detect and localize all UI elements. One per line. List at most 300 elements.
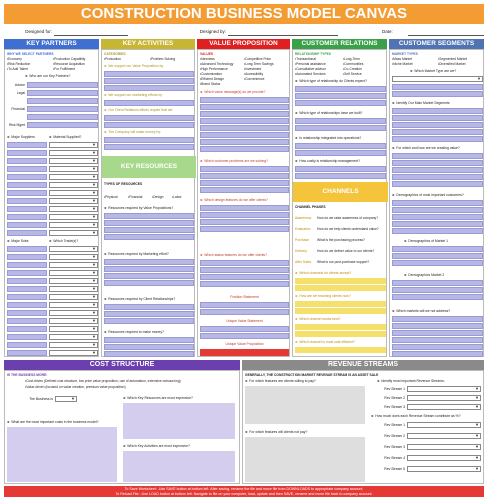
partner-reason: •Production Capability bbox=[53, 57, 86, 61]
phase-name: Purchase bbox=[295, 238, 309, 242]
relations-input[interactable] bbox=[295, 143, 386, 149]
resources-types: TYPES OF RESOURCES bbox=[104, 182, 143, 186]
unique-value-statement-input[interactable] bbox=[200, 333, 289, 339]
revenue-note: GENERALLY, THE CONSTRUCTION MARKET REVENUE STREAM IS AN ASSET SALE bbox=[245, 373, 379, 377]
resource-input[interactable] bbox=[104, 220, 194, 226]
value-input[interactable] bbox=[200, 281, 289, 287]
segment-input[interactable] bbox=[392, 246, 483, 252]
segment-input[interactable] bbox=[392, 294, 483, 300]
market-type: •Niche Market bbox=[392, 62, 413, 66]
segment-input[interactable] bbox=[392, 330, 483, 336]
resource-type: •Financial bbox=[128, 195, 143, 199]
value-input[interactable] bbox=[200, 132, 289, 138]
value-item: •Advanced Technology bbox=[200, 62, 234, 66]
revenue-question: ► For which features will clients not pay? bbox=[245, 429, 365, 436]
value-input[interactable] bbox=[200, 219, 289, 225]
channel-input[interactable] bbox=[295, 324, 386, 330]
segment-input[interactable] bbox=[392, 351, 483, 357]
value-item: •Long-Term Savings bbox=[244, 62, 274, 66]
segment-input[interactable] bbox=[392, 200, 483, 206]
segment-input[interactable] bbox=[392, 344, 483, 350]
value-input[interactable] bbox=[200, 166, 289, 172]
cost-option: •Cost-driven (Defined cost structure, low price value proposition, use of automation, extensive outsourcing) bbox=[25, 379, 181, 383]
segment-input[interactable] bbox=[392, 174, 483, 180]
partner-row-label: Financial bbox=[11, 107, 25, 111]
sub-input[interactable] bbox=[7, 310, 47, 316]
segment-input[interactable] bbox=[392, 115, 483, 121]
trade-dropdown[interactable] bbox=[49, 302, 98, 308]
segment-input[interactable] bbox=[392, 84, 483, 90]
revenue-question: ► Identify most important Revenue Streams: bbox=[377, 378, 481, 385]
willing-pay-input[interactable] bbox=[245, 386, 365, 424]
supplier-input[interactable] bbox=[7, 166, 47, 172]
activity-input[interactable] bbox=[104, 137, 194, 143]
activity-input[interactable] bbox=[104, 71, 194, 77]
phase-name: Evaluation bbox=[295, 227, 311, 231]
trade-dropdown[interactable] bbox=[49, 262, 98, 268]
supplier-input[interactable] bbox=[7, 174, 47, 180]
channel-input[interactable] bbox=[295, 285, 386, 291]
rev-stream-dropdown[interactable] bbox=[407, 444, 481, 450]
segment-input[interactable] bbox=[392, 160, 483, 166]
resource-type: •Labor bbox=[172, 195, 182, 199]
key-partners-column bbox=[4, 49, 99, 357]
market-type: •Diversified Market bbox=[438, 62, 466, 66]
cost-question: ► Which Key Activities are most expensive? bbox=[123, 443, 235, 450]
footer-load-text: To Reload File: -Use LOAD button at bottom left. Navigate to file on your computer, load, update and then SAVE, rename and move file back to company account. bbox=[115, 491, 373, 496]
trade-dropdown[interactable] bbox=[49, 254, 98, 260]
supplier-input[interactable] bbox=[7, 222, 47, 228]
channels-question: ► Which channel is most cost efficient? bbox=[295, 339, 386, 346]
cost-question: ► What are the most important costs in the business model? bbox=[7, 419, 117, 426]
value-item: •Efficient Design bbox=[200, 77, 225, 81]
partner-input[interactable] bbox=[27, 114, 98, 120]
segments-question: ► Which markets will we not address? bbox=[392, 308, 483, 315]
trade-dropdown[interactable] bbox=[49, 246, 98, 252]
partner-row-label: Advice bbox=[14, 83, 25, 87]
resource-input[interactable] bbox=[104, 227, 194, 233]
activity-input[interactable] bbox=[104, 115, 194, 121]
segment-input[interactable] bbox=[392, 108, 483, 114]
cost-structure-panel bbox=[4, 370, 240, 484]
revenue-streams-panel bbox=[242, 370, 484, 484]
value-item: •Customization bbox=[200, 72, 223, 76]
customer-relations-header: CUSTOMER RELATIONS bbox=[292, 39, 387, 49]
resources-cost-input[interactable] bbox=[123, 403, 235, 439]
material-dropdown[interactable] bbox=[49, 182, 98, 188]
designed-by-field[interactable] bbox=[228, 35, 338, 36]
date-field[interactable] bbox=[408, 35, 484, 36]
phase-question: What is the purchasing process? bbox=[317, 238, 365, 242]
unique-value-statement-input[interactable] bbox=[200, 326, 289, 332]
activities-question: ► Our Client Relations efforts require that we: bbox=[104, 107, 194, 114]
value-item: •Competitive Price bbox=[244, 57, 271, 61]
partners-question: ► Who are our Key Partners? bbox=[25, 73, 97, 80]
segment-input[interactable] bbox=[392, 207, 483, 213]
rev-stream-dropdown[interactable] bbox=[407, 433, 481, 439]
rev-stream-label: Rev Stream 3 bbox=[384, 405, 405, 409]
customer-segments-header: CUSTOMER SEGMENTS bbox=[389, 39, 484, 49]
material-dropdown[interactable] bbox=[49, 222, 98, 228]
partner-reason: •Risk Reduction bbox=[7, 62, 31, 66]
segment-input[interactable] bbox=[392, 181, 483, 187]
resource-input[interactable] bbox=[104, 311, 194, 317]
segment-input[interactable] bbox=[392, 167, 483, 173]
phase-question: How do we help clients understand value? bbox=[317, 227, 379, 231]
trade-dropdown[interactable] bbox=[49, 334, 98, 340]
partner-reason: •Economy bbox=[7, 57, 22, 61]
resource-type: •Design bbox=[152, 195, 164, 199]
market-type: •Mass Market bbox=[392, 57, 413, 61]
partner-input[interactable] bbox=[27, 98, 98, 104]
sub-input[interactable] bbox=[7, 342, 47, 348]
value-question: ► Which status features do we offer clients? bbox=[200, 252, 289, 259]
segment-input[interactable] bbox=[392, 136, 483, 142]
partner-input[interactable] bbox=[27, 90, 98, 96]
material-dropdown[interactable] bbox=[49, 166, 98, 172]
segment-input[interactable] bbox=[392, 316, 483, 322]
trade-dropdown[interactable] bbox=[49, 278, 98, 284]
trade-dropdown[interactable] bbox=[49, 310, 98, 316]
revenue-question: ► For which features are clients willing to pay? bbox=[245, 378, 365, 385]
channel-input[interactable] bbox=[295, 331, 386, 337]
sub-input[interactable] bbox=[7, 350, 47, 356]
supplier-input[interactable] bbox=[7, 230, 47, 236]
relationship-type: •Co-Creation bbox=[343, 67, 362, 71]
unique-value-proposition-label: Unique Value Proposition bbox=[200, 341, 289, 348]
activity-category: •Problem Solving bbox=[150, 57, 176, 61]
supplier-input[interactable] bbox=[7, 150, 47, 156]
relations-input[interactable] bbox=[295, 118, 386, 124]
sub-input[interactable] bbox=[7, 270, 47, 276]
channels-question: ► Which channels do clients accept? bbox=[295, 270, 386, 277]
sub-input[interactable] bbox=[7, 262, 47, 268]
designed-for-field[interactable] bbox=[54, 35, 128, 36]
position-statement-input[interactable] bbox=[200, 309, 289, 315]
activity-input[interactable] bbox=[104, 122, 194, 128]
relations-input[interactable] bbox=[295, 100, 386, 106]
partner-reason: •For Fulfillment bbox=[53, 67, 76, 71]
designed-for-label: Designed for: bbox=[25, 29, 52, 34]
segment-input[interactable] bbox=[392, 221, 483, 227]
phase-name: Delivery bbox=[295, 249, 307, 253]
supplier-input[interactable] bbox=[7, 158, 47, 164]
resource-input[interactable] bbox=[104, 304, 194, 310]
relations-input[interactable] bbox=[295, 93, 386, 99]
phase-question: How do we raise awareness of company? bbox=[317, 216, 379, 220]
relations-question: ► Which type of relationships have we built? bbox=[295, 110, 386, 117]
supplier-input[interactable] bbox=[7, 214, 47, 220]
resources-question: ► Resources required by Marketing effort? bbox=[104, 251, 194, 258]
value-item: •High Performance bbox=[200, 67, 228, 71]
supplier-input[interactable] bbox=[7, 182, 47, 188]
relationship-type: •Personal assistance bbox=[295, 62, 326, 66]
segment-input[interactable] bbox=[392, 153, 483, 159]
sub-input[interactable] bbox=[7, 286, 47, 292]
activity-input[interactable] bbox=[104, 78, 194, 84]
channel-input[interactable] bbox=[295, 347, 386, 353]
relations-input[interactable] bbox=[295, 166, 386, 172]
segments-question: ► Demographics of most important customers? bbox=[392, 192, 483, 199]
not-pay-input[interactable] bbox=[245, 437, 365, 482]
segment-input[interactable] bbox=[392, 214, 483, 220]
resource-input[interactable] bbox=[104, 337, 194, 343]
rev-stream-dropdown[interactable] bbox=[407, 455, 481, 461]
sub-input[interactable] bbox=[7, 278, 47, 284]
segment-input[interactable] bbox=[392, 337, 483, 343]
value-item: •Newness bbox=[200, 57, 215, 61]
activity-input[interactable] bbox=[104, 100, 194, 106]
material-dropdown[interactable] bbox=[49, 150, 98, 156]
relationship-type: •Transactional bbox=[295, 57, 316, 61]
partner-row-label: Risk Mgmt bbox=[8, 123, 25, 127]
partner-reason: •Resource Acquisition bbox=[53, 62, 85, 66]
page-title: CONSTRUCTION BUSINESS MODEL CANVAS bbox=[4, 4, 484, 24]
key-partners-header: KEY PARTNERS bbox=[4, 39, 99, 49]
relations-question: ► How costly is relationship management? bbox=[295, 158, 386, 165]
material-dropdown[interactable] bbox=[49, 158, 98, 164]
value-input[interactable] bbox=[200, 226, 289, 232]
value-input[interactable] bbox=[200, 125, 289, 131]
resource-input[interactable] bbox=[104, 213, 194, 219]
partner-row-label: Legal bbox=[16, 91, 25, 95]
business-is-heading: IS THE BUSINESS MORE: bbox=[7, 373, 48, 377]
value-input[interactable] bbox=[200, 111, 289, 117]
revenue-question: ► How much does each Revenue Stream contribute as %? bbox=[371, 413, 481, 420]
sub-input[interactable] bbox=[7, 302, 47, 308]
relations-question: ► Is relationship integrated into operations? bbox=[295, 135, 386, 142]
footer-instructions bbox=[4, 486, 484, 497]
unique-value-proposition-input[interactable] bbox=[200, 349, 289, 356]
trade-question: ► Which Trade(s)? bbox=[49, 238, 98, 245]
relationship-type: •Self Service bbox=[343, 72, 362, 76]
activity-input[interactable] bbox=[104, 144, 194, 150]
value-input[interactable] bbox=[200, 139, 289, 145]
segments-question: ► Demographics of Market 1 bbox=[404, 238, 483, 245]
business-type-dropdown[interactable] bbox=[55, 396, 77, 402]
key-activities-header: KEY ACTIVITIES bbox=[101, 39, 195, 49]
sub-input[interactable] bbox=[7, 318, 47, 324]
supplied-question: ► Material Supplied? bbox=[49, 134, 98, 141]
costs-input[interactable] bbox=[7, 427, 117, 482]
designed-by-label: Designed by: bbox=[199, 29, 226, 34]
revenue-streams-header: REVENUE STREAMS bbox=[242, 360, 484, 370]
supplier-input[interactable] bbox=[7, 190, 47, 196]
resource-input[interactable] bbox=[104, 234, 194, 240]
activity-input[interactable] bbox=[104, 85, 194, 91]
relations-input[interactable] bbox=[295, 173, 386, 179]
rev-stream-dropdown[interactable] bbox=[407, 404, 481, 410]
segment-input[interactable] bbox=[392, 91, 483, 97]
channel-input[interactable] bbox=[295, 308, 386, 314]
material-dropdown[interactable] bbox=[49, 206, 98, 212]
resource-input[interactable] bbox=[104, 266, 194, 272]
channel-phases: CHANNEL PHASES bbox=[295, 205, 326, 209]
rev-stream-label: Rev Stream 1 bbox=[384, 423, 405, 427]
trade-dropdown[interactable] bbox=[49, 294, 98, 300]
value-item: •Investment bbox=[244, 67, 262, 71]
customer-segments-column bbox=[389, 49, 484, 357]
channel-input[interactable] bbox=[295, 278, 386, 284]
value-input[interactable] bbox=[200, 104, 289, 110]
customer-relations-column bbox=[292, 49, 387, 357]
sub-input[interactable] bbox=[7, 326, 47, 332]
partner-input[interactable] bbox=[27, 106, 98, 112]
channels-header: CHANNELS bbox=[293, 182, 388, 202]
resource-input[interactable] bbox=[104, 280, 194, 286]
partners-why-heading: WHY WE SELECT PARTNERS bbox=[7, 52, 54, 56]
cost-structure-header: COST STRUCTURE bbox=[4, 360, 240, 370]
trade-dropdown[interactable] bbox=[49, 286, 98, 292]
phase-question: How do we deliver value to our clients? bbox=[317, 249, 375, 253]
key-activities-column bbox=[101, 49, 195, 357]
relations-input[interactable] bbox=[295, 125, 386, 131]
partner-input[interactable] bbox=[27, 122, 98, 128]
value-input[interactable] bbox=[200, 187, 289, 193]
market-types-heading: MARKET TYPES bbox=[392, 52, 418, 56]
activities-question: ► The Company will make money by: bbox=[104, 129, 194, 136]
resources-question: ► Resources required by Value Propositions? bbox=[104, 205, 194, 212]
resource-input[interactable] bbox=[104, 351, 194, 357]
trade-dropdown[interactable] bbox=[49, 350, 98, 356]
relationship-types-heading: RELATIONSHIP TYPES bbox=[295, 52, 331, 56]
material-dropdown[interactable] bbox=[49, 142, 98, 148]
phase-question: What is our post-purchase support? bbox=[317, 260, 370, 264]
supplier-input[interactable] bbox=[7, 142, 47, 148]
relations-question: ► Which type of relationship do Clients expect? bbox=[295, 78, 386, 85]
partner-reason: •To Add Talent bbox=[7, 67, 28, 71]
supplier-input[interactable] bbox=[7, 206, 47, 212]
segments-question: ► Demographics Market 2 bbox=[404, 272, 483, 279]
value-proposition-column bbox=[197, 49, 290, 357]
sub-input[interactable] bbox=[7, 334, 47, 340]
resources-question: ► Resources required to make money? bbox=[104, 329, 194, 336]
trade-dropdown[interactable] bbox=[49, 342, 98, 348]
relationship-type: •Communities bbox=[343, 62, 364, 66]
activities-question: ► We support our Value Proposition by bbox=[104, 63, 194, 70]
value-proposition-header: VALUE PROPOSITION bbox=[197, 39, 290, 49]
material-dropdown[interactable] bbox=[49, 214, 98, 220]
segment-input[interactable] bbox=[392, 287, 483, 293]
segment-input[interactable] bbox=[392, 253, 483, 259]
value-input[interactable] bbox=[200, 205, 289, 211]
segment-input[interactable] bbox=[392, 323, 483, 329]
value-input[interactable] bbox=[200, 97, 289, 103]
supplier-input[interactable] bbox=[7, 198, 47, 204]
value-question: ► Which customer problems are we solving? bbox=[200, 158, 289, 165]
market-type-dropdown[interactable] bbox=[392, 76, 483, 82]
partner-input[interactable] bbox=[27, 82, 98, 88]
segment-input[interactable] bbox=[392, 228, 483, 234]
cost-question: ► Which Key Resources are most expensive? bbox=[123, 395, 235, 402]
sub-input[interactable] bbox=[7, 246, 47, 252]
relationship-type: •Consultative advisor bbox=[295, 67, 326, 71]
segment-input[interactable] bbox=[392, 260, 483, 266]
date-label: Date: bbox=[382, 29, 393, 34]
relationship-type: •Automated Services bbox=[295, 72, 326, 76]
relations-input[interactable] bbox=[295, 150, 386, 156]
market-type: •Segmented Market bbox=[438, 57, 468, 61]
value-item: •Accessibility bbox=[244, 72, 264, 76]
trade-dropdown[interactable] bbox=[49, 326, 98, 332]
rev-stream-label: Rev Stream 2 bbox=[384, 434, 405, 438]
activities-categories: CATEGORIES bbox=[104, 52, 126, 56]
trade-dropdown[interactable] bbox=[49, 270, 98, 276]
value-item: •Brand Status bbox=[200, 82, 221, 86]
channels-question: ► Which channel works best? bbox=[295, 316, 386, 323]
resource-input[interactable] bbox=[104, 259, 194, 265]
unique-value-statement-label: Unique Value Statement bbox=[200, 318, 289, 325]
resource-type: •Physical bbox=[104, 195, 118, 199]
rev-stream-label: Rev Stream 1 bbox=[384, 387, 405, 391]
value-input[interactable] bbox=[200, 260, 289, 266]
key-resources-header: KEY RESOURCES bbox=[102, 156, 196, 178]
value-item: •Convenience bbox=[244, 77, 265, 81]
trade-dropdown[interactable] bbox=[49, 318, 98, 324]
rev-stream-dropdown[interactable] bbox=[407, 422, 481, 428]
segment-input[interactable] bbox=[392, 129, 483, 135]
values-heading: VALUES bbox=[200, 52, 214, 56]
segment-input[interactable] bbox=[392, 122, 483, 128]
resource-input[interactable] bbox=[104, 273, 194, 279]
material-dropdown[interactable] bbox=[49, 198, 98, 204]
rev-stream-dropdown[interactable] bbox=[407, 466, 481, 472]
rev-stream-label: Rev Stream 2 bbox=[384, 396, 405, 400]
resource-input[interactable] bbox=[104, 344, 194, 350]
relations-input[interactable] bbox=[295, 86, 386, 92]
resources-question: ► Resources required by Client Relationships? bbox=[104, 296, 194, 303]
cost-option: •Value-driven (focused on value creation, premium value proposition) bbox=[25, 385, 126, 389]
phase-name: After Sales bbox=[295, 260, 312, 264]
rev-stream-label: Rev Stream 3 bbox=[384, 445, 405, 449]
value-input[interactable] bbox=[200, 274, 289, 280]
sub-input[interactable] bbox=[7, 294, 47, 300]
suppliers-question: ► Major Suppliers bbox=[7, 134, 47, 141]
sub-input[interactable] bbox=[7, 254, 47, 260]
material-dropdown[interactable] bbox=[49, 174, 98, 180]
phase-name: Awareness bbox=[295, 216, 312, 220]
rev-stream-dropdown[interactable] bbox=[407, 395, 481, 401]
position-statement-label: Position Statement bbox=[200, 294, 289, 301]
channel-input[interactable] bbox=[295, 301, 386, 307]
position-statement-input[interactable] bbox=[200, 302, 289, 308]
activities-cost-input[interactable] bbox=[123, 451, 235, 482]
value-input[interactable] bbox=[200, 180, 289, 186]
segments-question: ► For which and how are we creating value? bbox=[392, 145, 483, 152]
rev-stream-dropdown[interactable] bbox=[407, 386, 481, 392]
rev-stream-label: Rev Stream 4 bbox=[384, 456, 405, 460]
relationship-type: •Long-Term bbox=[343, 57, 360, 61]
material-dropdown[interactable] bbox=[49, 190, 98, 196]
value-input[interactable] bbox=[200, 173, 289, 179]
footer-save-text: To Save Worksheet: -Use SAVE button at bottom left. After saving, rename the file and move file from DOWNLOADS to appropriate company account. bbox=[124, 486, 364, 491]
segments-question: ► Which Market Type are we? bbox=[410, 68, 483, 75]
activity-category: •Production bbox=[104, 57, 121, 61]
value-input[interactable] bbox=[200, 212, 289, 218]
business-is-label: The Business is bbox=[29, 397, 53, 401]
value-input[interactable] bbox=[200, 267, 289, 273]
rev-stream-label: Rev Stream 5 bbox=[384, 467, 405, 471]
segment-input[interactable] bbox=[392, 280, 483, 286]
value-question: ► Which design features do we offer clients? bbox=[200, 197, 289, 204]
material-dropdown[interactable] bbox=[49, 230, 98, 236]
channels-question: ► How are we reaching clients now? bbox=[295, 293, 386, 300]
value-input[interactable] bbox=[200, 146, 289, 152]
subs-question: ► Major Subs bbox=[7, 238, 47, 245]
segments-question: ► Identify Our Main Market Segments bbox=[392, 100, 483, 107]
resource-input[interactable] bbox=[104, 318, 194, 324]
value-input[interactable] bbox=[200, 118, 289, 124]
